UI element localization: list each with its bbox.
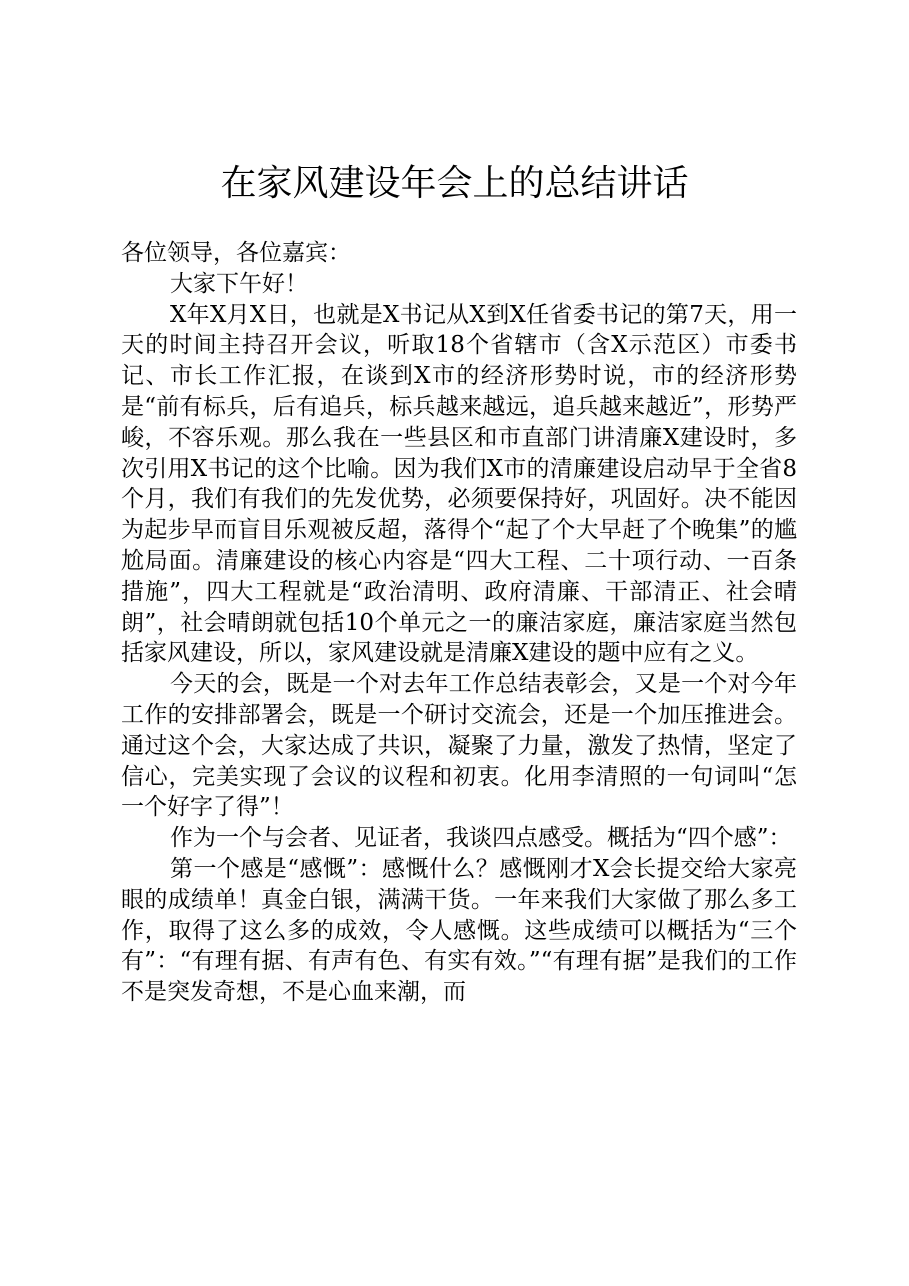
document-title: 在家风建设年会上的总结讲话 (220, 163, 689, 204)
paragraph-meeting-summary: 今天的会，既是一个对去年工作总结表彰会，又是一个对今年工作的安排部署会，既是一个研讨交流会，还是一个加压推进会。通过这个会，大家达成了共识，凝聚了力量，激发了热情，坚定了信心，完美实现了会议的议程和初衷。化用李清照的一句词叫“怎一个好字了得”！ (121, 671, 797, 821)
paragraph-greeting: 大家下午好！ (170, 270, 308, 297)
paragraph-first-feeling: 第一个感是“感慨”：感慨什么？感慨刚才X会长提交给大家亮眼的成绩单！真金白银，满满干货。一年来我们大家做了那么多工作，取得了这么多的成效，令人感慨。这些成绩可以概括为“三个有”：“有理有据、有声有色、有实有效。”“有理有据”是我们的工作不是突发奇想，不是心血来潮，而 (121, 855, 797, 1006)
paragraph-background: X年X月X日，也就是X书记从X到X任省委书记的第7天，用一天的时间主持召开会议，听取18个省辖市（含X示范区）市委书记、市长工作汇报，在谈到X市的经济形势时说，市的经济形势是“前有标兵，后有追兵，标兵越来越远，追兵越来越近”，形势严峻，不容乐观。那么我在一些县区和市直部门讲清廉X建设时，多次引用X书记的这个比喻。因为我们X市的清廉建设启动早于全省8个月，我们有我们的先发优势，必须要保持好，巩固好。决不能因为起步早而盲目乐观被反超，落得个“起了个大早赶了个晚集”的尴尬局面。清廉建设的核心内容是“四大工程、二十项行动、一百条措施”，四大工程就是“政治清明、政府清廉、干部清正、社会晴朗”，社会晴朗就包括10个单元之一的廉洁家庭，廉洁家庭当然包括家风建设，所以，家风建设就是清廉X建设的题中应有之义。 (121, 301, 797, 667)
paragraph-four-feelings: 作为一个与会者、见证者，我谈四点感受。概括为“四个感”： (170, 825, 792, 852)
document-body (121, 238, 797, 1008)
salutation: 各位领导，各位嘉宾： (121, 240, 351, 266)
